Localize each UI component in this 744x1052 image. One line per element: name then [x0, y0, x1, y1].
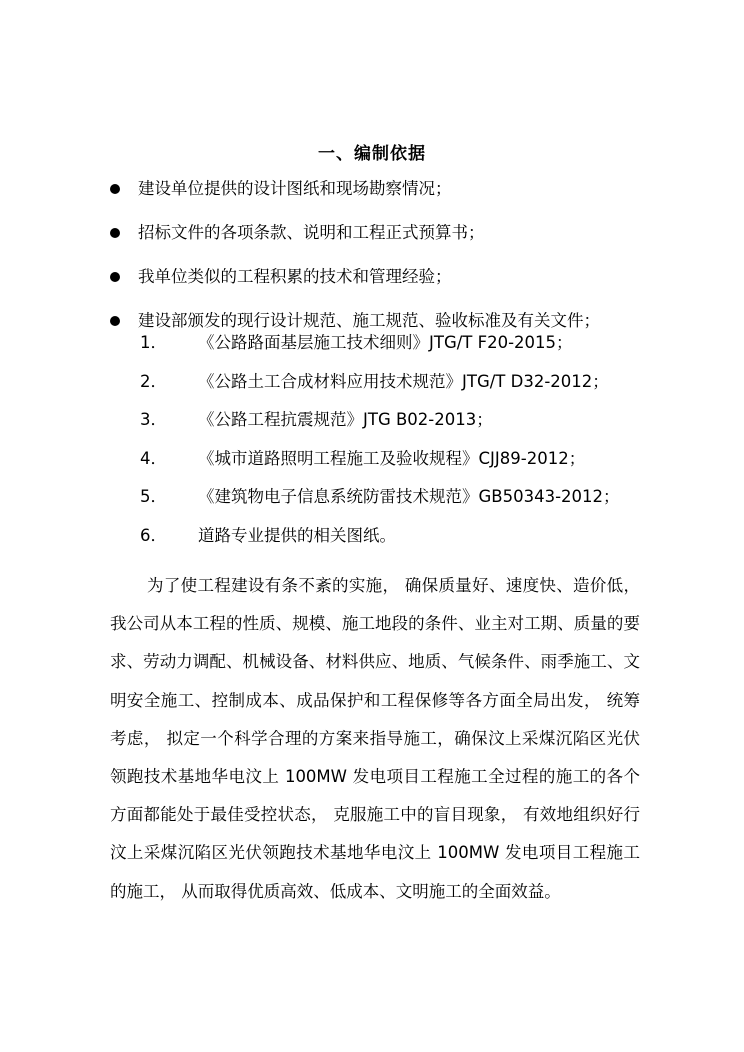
item-text: 《公路工程抗震规范》JTG B02-2013；: [198, 410, 493, 429]
bullet-item: [110, 220, 600, 264]
item-number: 4．: [140, 448, 167, 468]
item-text: 《建筑物电子信息系统防雷技术规范》GB50343-2012；: [198, 487, 620, 506]
standards-numbered-list: [140, 330, 620, 561]
numbered-item: [140, 484, 620, 523]
body-paragraph: 为了使工程建设有条不紊的实施， 确保质量好、速度快、造价低， 我公司从本工程的性质、规模、施工地段的条件、业主对工期、质量的要求、劳动力调配、机械设备、材料供应、地质、气候条件、雨季施工、文明安全施工、控制成本、成品保护和工程保修等各方面全局出发， 统筹考虑， 拟定一个科学合理的方案来指导施工，确保汶上采煤沉陷区光伏领跑技术基地华电汶上 100MW 发电项目工程施工全过程的施工的各个方面都能处于最佳受控状态， 克服施工中的盲目现象， 有效地组织好行汶上采煤沉陷区光伏领跑技术基地华电汶上 100MW 发电项目工程施工的施工， 从而取得优质高效、低成本、文明施工的全面效益。: [110, 576, 640, 901]
numbered-item: [140, 330, 620, 369]
bullet-text: 招标文件的各项条款、说明和工程正式预算书；: [138, 223, 485, 242]
item-text: 道路专业提供的相关图纸。: [198, 525, 396, 545]
item-text: 《城市道路照明工程施工及验收规程》CJJ89-2012；: [198, 448, 586, 468]
bullet-dot-icon: [110, 272, 120, 282]
bullet-text: 建设单位提供的设计图纸和现场勘察情况；: [138, 179, 452, 198]
item-text: 《公路路面基层施工技术细则》JTG/T F20-2015；: [198, 333, 573, 352]
bullet-text: 建设部颁发的现行设计规范、施工规范、验收标准及有关文件；: [138, 311, 600, 330]
bullet-dot-icon: [110, 184, 120, 194]
item-number: 1．: [140, 333, 167, 352]
bullet-dot-icon: [110, 316, 120, 326]
bullet-item: [110, 264, 600, 308]
item-number: 6．: [140, 525, 167, 545]
numbered-item: [140, 523, 620, 562]
bullet-dot-icon: [110, 228, 120, 238]
item-number: 3．: [140, 410, 167, 429]
basis-bullet-list: [110, 176, 600, 352]
item-number: 2．: [140, 371, 167, 391]
numbered-item: [140, 446, 620, 485]
bullet-text: 我单位类似的工程积累的技术和管理经验；: [138, 267, 452, 286]
item-text: 《公路土工合成材料应用技术规范》JTG/T D32-2012；: [198, 371, 609, 391]
numbered-item: [140, 407, 620, 446]
section-heading: 一、编制依据: [318, 144, 426, 164]
item-number: 5．: [140, 487, 167, 506]
bullet-item: [110, 176, 600, 220]
numbered-item: [140, 369, 620, 408]
